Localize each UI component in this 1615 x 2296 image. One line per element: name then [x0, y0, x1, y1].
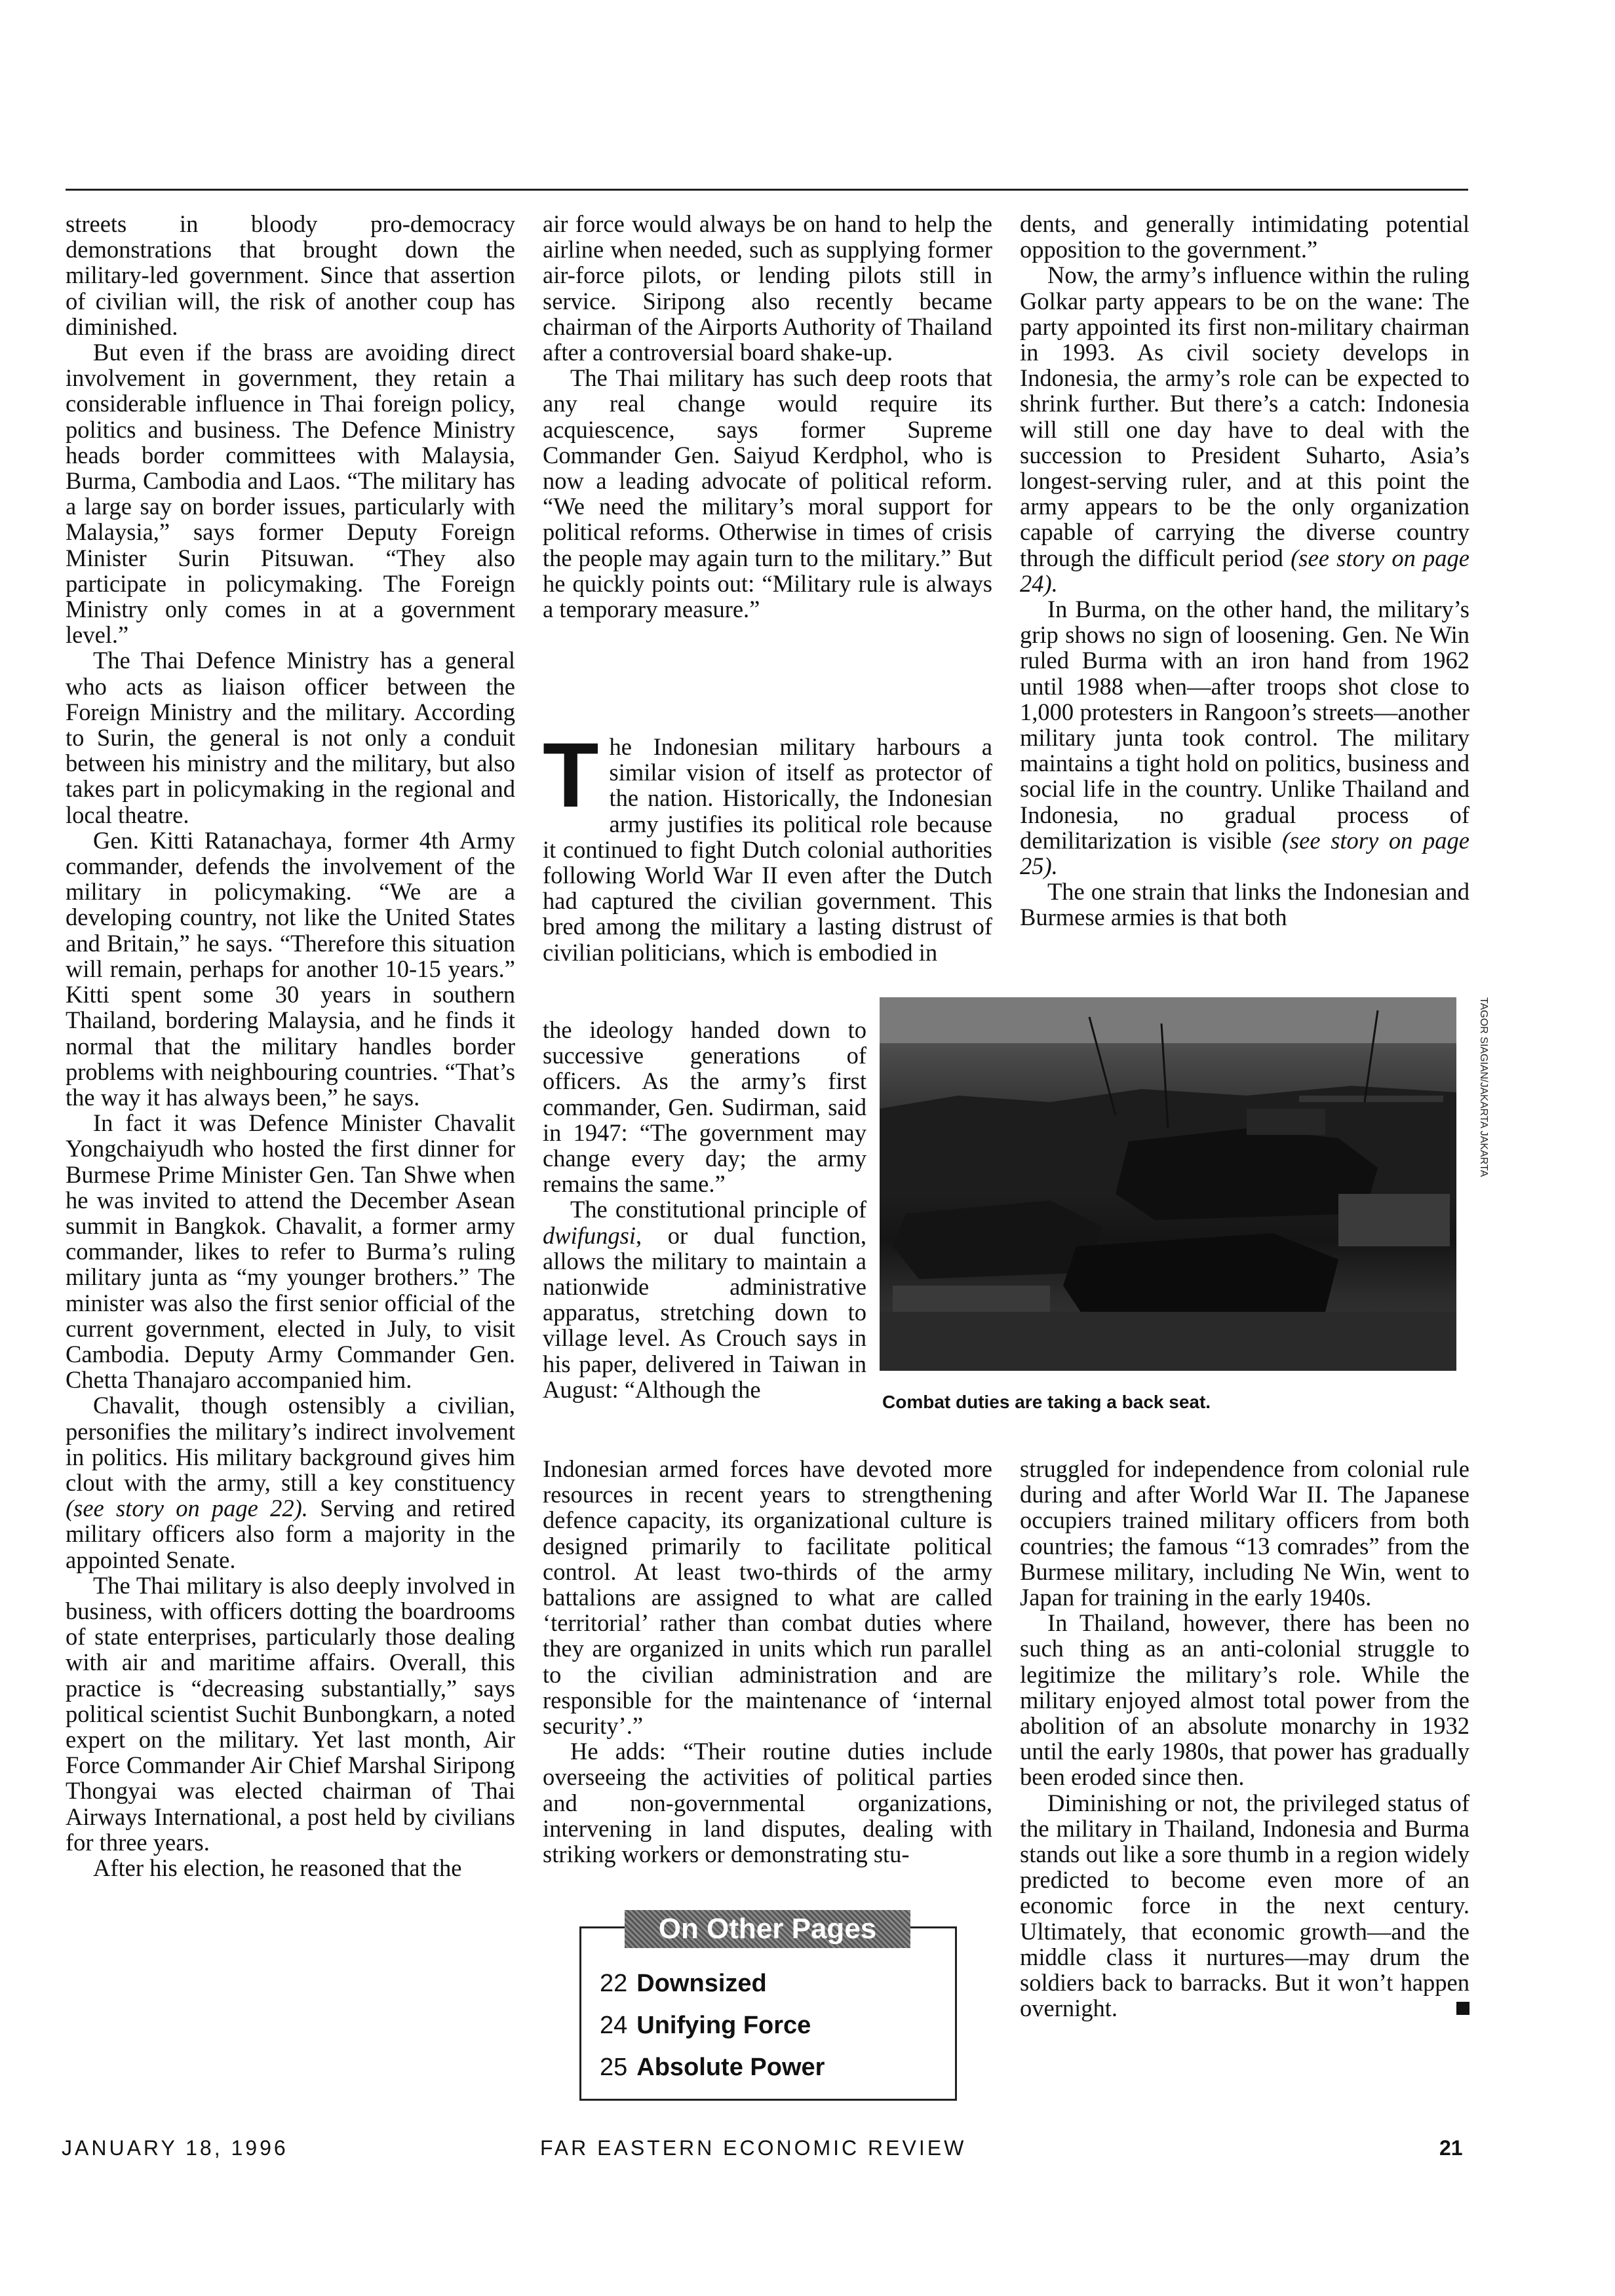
other-pages-item[interactable]: [600, 2004, 825, 2046]
paragraph: dents, and generally intimidating potential opposition to the government.”: [1020, 210, 1469, 263]
paragraph-text: he Indonesian military harbours a similar vision of itself as protector of the nation. Historically, the Indonesian army justifies its political role because it continued to fight Dutch colonial authorities following World War II even after the Dutch had captured the civilian government. This bred among the military a lasting distrust of civilian politicians, which is embodied in: [543, 733, 992, 966]
paragraph: In fact it was Defence Minister Chavalit Yongchaiyudh who hosted the first dinner for Burmese Prime Minister Gen. Tan Shwe when he was invited to attend the December Asean summit in Bangkok. Chavalit, a former army commander, likes to refer to Burma’s ruling military junta as “my younger brothers.” The minister was also the first senior official of the current government, elected in July, to visit Cambodia. Deputy Army Commander Gen. Chetta Thanajaro accompanied him.: [66, 1109, 515, 1394]
page-number: 22: [600, 1970, 628, 1997]
top-rule: [66, 189, 1468, 191]
other-pages-title: On Other Pages: [625, 1910, 910, 1948]
tank-silhouettes: [880, 997, 1456, 1371]
paragraph-text: Chavalit, though ostensibly a civilian, personifies the military’s indirect involvement in politics. His military background gives him clout with the army, still a key constituency: [66, 1392, 515, 1496]
paragraph-text: Diminishing or not, the privileged status of the military in Thailand, Indonesia and Burma stands out like a sore thumb in a region widely predicted to become even more of an economic force in the next century. Ultimately, that economic growth—and the middle class it nurtures—may drum the soldiers back to barracks. But it won’t happen overnight.: [1020, 1789, 1469, 2022]
footer-publication: FAR EASTERN ECONOMIC REVIEW: [540, 2136, 967, 2160]
other-pages-item[interactable]: [600, 1962, 825, 2004]
photo-caption: Combat duties are taking a back seat.: [882, 1392, 1211, 1412]
page-reference: (see story on page 22).: [66, 1495, 308, 1522]
story-title: Absolute Power: [636, 2054, 825, 2081]
paragraph-text: , or dual function, allows the military to maintain a nationwide administrative apparatus, stretching down to village level. As Crouch says in his paper, delivered in Taiwan in August: “Although the: [543, 1221, 866, 1403]
paragraph: The Thai military has such deep roots that any real change would require its acquiescence, says former Supreme Commander Gen. Saiyud Kerdphol, who is now a leading advocate of political reform. “We need the military’s moral support for political reforms. Otherwise in times of crisis the people may again turn to the military.” But he quickly points out: “Military rule is always a temporary measure.”: [543, 364, 992, 623]
footer-date: JANUARY 18, 1996: [62, 2136, 288, 2160]
column-2-section: [543, 723, 992, 966]
term-italic: dwifungsi: [543, 1221, 636, 1249]
column-3-lower: [1020, 1456, 1469, 2021]
tank-photo: [880, 997, 1489, 1371]
photo-credit: TAGOR SIAGIAN/JAKARTA JAKARTA: [1478, 997, 1489, 1177]
paragraph: [1020, 1790, 1469, 2021]
other-pages-item[interactable]: [600, 2046, 825, 2088]
story-title: Unifying Force: [636, 2012, 811, 2039]
paragraph: air force would always be on hand to help the airline when needed, such as supplying former air-force pilots, or lending pilots still in service. Siripong also recently became chairman of the Airports Authority of Thailand after a controversial board shake-up.: [543, 210, 992, 366]
page-reference: (see story on page 25).: [1020, 826, 1469, 880]
drop-cap: T: [543, 723, 599, 826]
paragraph: streets in bloody pro-democracy demonstrations that brought down the military-led government. Since that assertion of civilian will, the risk of another coup has diminished.: [66, 210, 515, 340]
column-3-upper: [1020, 211, 1469, 930]
column-2-lower: [543, 1456, 992, 1867]
page-reference: (see story on page 24).: [1020, 544, 1469, 597]
paragraph: The Thai military is also deeply involved in business, with officers dotting the boardrooms of state enterprises, particularly those dealing with air and maritime affairs. Overall, this practice is “decreasing substantially,” says political scientist Suchit Bunbongkarn, a noted expert on the military. Yet last month, Air Force Commander Air Chief Marshal Siripong Thongyai was elected chairman of Thai Airways International, a post held by civilians for three years.: [66, 1571, 515, 1856]
paragraph: After his election, he reasoned that the: [93, 1854, 462, 1881]
paragraph: But even if the brass are avoiding direct involvement in government, they retain a considerable influence in Thai foreign policy, politics and business. The Defence Ministry heads border committees with Malaysia, Burma, Cambodia and Laos. “The military has a large say on border issues, particularly with Malaysia,” says former Deputy Foreign Minister Surin Pitsuwan. “They also participate in policymaking. The Foreign Ministry only comes in at a government level.”: [66, 339, 515, 649]
photo-block: [880, 997, 1489, 1371]
column-1: [66, 211, 515, 1881]
paragraph-text: In Burma, on the other hand, the military’s grip shows no sign of loosening. Gen. Ne Win ruled Burma with an iron hand from 1962 until 1988 when—after troops shot close to 1,000 protesters in Rangoon’s streets—another military junta took control. The military maintains a tight hold on politics, business and social life in the country. Unlike Thailand and Indonesia, no gradual process of demilitarization is visible: [1020, 596, 1469, 854]
paragraph: [66, 1392, 515, 1572]
paragraph: struggled for independence from colonial rule during and after World War II. The Japanese occupiers trained military officers from both countries; the famous “13 comrades” from the Burmese military, including Ne Win, went to Japan for training in the early 1940s.: [1020, 1455, 1469, 1611]
paragraph: the ideology handed down to successive generations of officers. As the army’s first commander, Gen. Sudirman, said in 1947: “The government may change every day; the army remains the same.”: [543, 1016, 866, 1198]
paragraph: [1020, 262, 1469, 596]
page-number: 25: [600, 2054, 628, 2081]
paragraph: The one strain that links the Indonesian and Burmese armies is that both: [1020, 878, 1469, 931]
paragraph: Gen. Kitti Ratanachaya, former 4th Army commander, defends the involvement of the military in policymaking. “We are a developing country, not like the United States and Britain,” he says. “Therefore this situation will remain, perhaps for another 10-15 years.” Kitti spent some 30 years in southern Thailand, bordering Malaysia, and he finds it normal that the military handles border problems with neighbouring countries. “That’s the way it has always been,” he says.: [66, 826, 515, 1111]
paragraph: Indonesian armed forces have devoted more resources in recent years to strengthening defence capacity, its organizational culture is designed primarily to facilitate political control. At least two-thirds of the army battalions are assigned to what are called ‘territorial’ rather than combat duties where they are organized in units which run parallel to the civilian administration and are responsible for the maintenance of ‘internal security’.”: [543, 1455, 992, 1740]
paragraph-text: The constitutional principle of: [570, 1196, 866, 1223]
paragraph-text: Serving: [307, 1495, 395, 1522]
paragraph: The Thai Defence Ministry has a general who acts as liaison officer between the Foreign Ministry and the military. According to Surin, the general is not only a conduit between his ministry and the military, but also takes part in policymaking in the regional and local theatre.: [66, 647, 515, 828]
end-mark-icon: [1456, 2002, 1469, 2015]
other-pages-box: [579, 1913, 957, 2101]
other-pages-list: [600, 1962, 825, 2088]
paragraph: In Thailand, however, there has been no such thing as an anti-colonial struggle to legitimize the military’s role. While the military enjoyed almost total power from the abolition of an absolute monarchy in 1932 until the early 1980s, that power has gradually been eroded since then.: [1020, 1609, 1469, 1791]
column-2-upper: [543, 211, 992, 622]
paragraph: [1020, 596, 1469, 879]
page-number: 24: [600, 2012, 628, 2039]
story-title: Downsized: [636, 1970, 767, 1997]
paragraph: [543, 723, 992, 966]
footer-page-number: 21: [1439, 2136, 1463, 2160]
column-2-narrow: [543, 1017, 866, 1402]
paragraph-text: Now, the army’s influence within the ruling Golkar party appears to be on the wane: The party appointed its first non-military chairman in 1993. As civil society develops in Indonesia, the army’s role can be expected to shrink further. But there’s a catch: Indonesia will still one day have to deal with the succession to President Suharto, Asia’s longest-serving ruler, and at this point the army appears to be the only organization capable of carrying the diverse country through the difficult period: [1020, 261, 1469, 571]
paragraph: [543, 1196, 866, 1402]
paragraph-text: and retired military officers also form a majority in the appointed Senate.: [66, 1495, 516, 1573]
paragraph: He adds: “Their routine duties include overseeing the activities of political parties and non-governmental organizations, intervening in land disputes, dealing with striking workers or demonstrating stu-: [543, 1738, 992, 1868]
